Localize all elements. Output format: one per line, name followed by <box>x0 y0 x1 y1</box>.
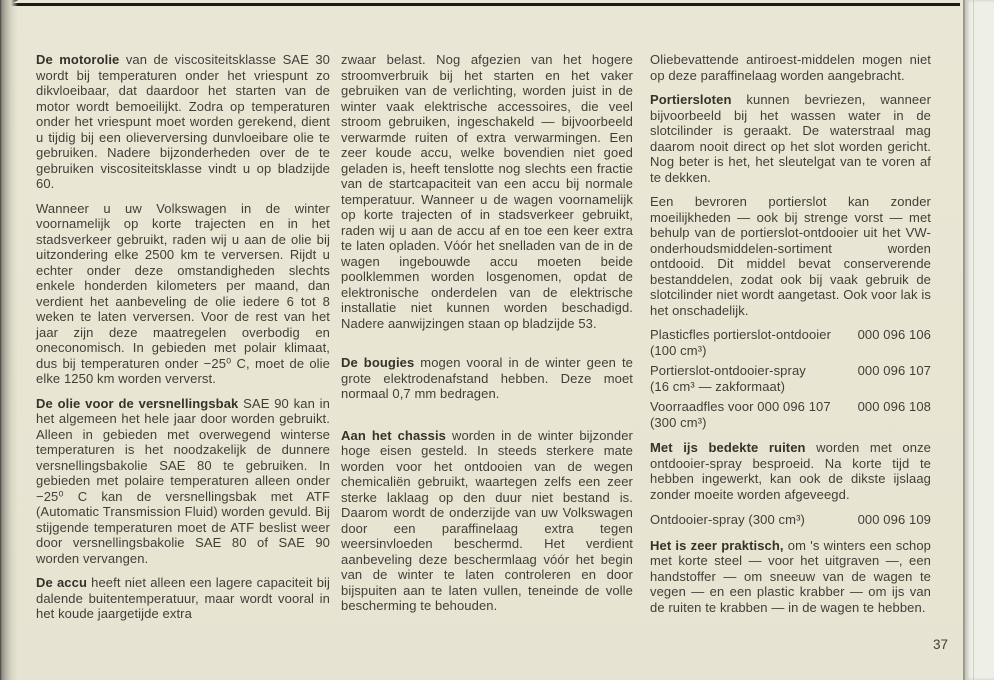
product-detail: (100 cm³) <box>650 342 707 358</box>
paragraph-motorolie <box>36 52 330 192</box>
paragraph-text: van de viscositeitsklasse SAE 30 wordt bij temperaturen onder het vriespunt zo dikvloeibaar, dat daardoor het starten van de motor wordt bemoeilijkt. Zodra op temperaturen onder het vriespunt moet worden gerekend, dient u tijdig bij een olieverversing dunvloeibare olie te gebruiken. Nadere bijzonderheden over de te gebruiken viscositeitsklasse vindt u op bladzijde 60. <box>36 52 330 191</box>
product-code: 000 096 109 <box>857 512 931 527</box>
paragraph-text: om 's winters een schop met korte steel — voor het uitgraven —, een handstoffer — om sneeuw van de wagen te vegen — en een plastic krabber — om ijs van de ruiten te krabben — in de wagen te hebben. <box>650 537 931 615</box>
product-code: 000 096 106 <box>857 327 931 342</box>
paragraph-text: SAE 90 kan in het algemeen het hele jaar door worden gebruikt. Alleen in gebieden met overwegend winterse temperaturen is het noodzakelijk de dunnere versnellingsbakolie SAE 80 te gebruiken. In gebieden met polaire temperaturen alleen onder −25⁰ C kan de versnellingsbak met ATF (Automatic Transmission Fluid) worden gevuld. Bij stijgende temperaturen moet de ATF beslist weer door versnellingsbakolie SAE 80 of SAE 90 worden vervangen. <box>36 395 330 566</box>
paragraph-antiroest <box>650 52 931 83</box>
product-item <box>650 327 931 358</box>
paragraph-text: worden met onze ontdooier-spray besproeid. Na korte tijd te hebben ingewerkt, kan ook de dikste ijslaag zonder moeite worden afgeveegd. <box>650 440 931 502</box>
paragraph-text: heeft niet alleen een lagere capaciteit bij dalende buitentemperatuur, maar wordt vooral in het koude jaargetijde extra <box>36 575 330 621</box>
text-column-1 <box>36 52 330 631</box>
paragraph-lead: Met ijs bedekte ruiten <box>650 440 806 455</box>
paragraph-accu <box>36 575 330 622</box>
paragraph-chassis <box>341 428 633 614</box>
product-detail: (300 cm³) <box>650 414 707 430</box>
product-name: Plasticfles portierslot-ontdooier <box>650 327 832 342</box>
paragraph-portiersloten <box>650 92 931 185</box>
paragraph-text: kunnen bevriezen, wanneer bijvoorbeeld bij het wassen water in de slotcilinder is geraakt. De waterstraal mag daarom nooit direct op het slot worden gericht. Nog beter is het, het sleutelgat van te voren af te dekken. <box>650 92 931 185</box>
paragraph-text: Oliebevattende antiroest-middelen mogen niet op deze paraffinelaag worden aangebracht. <box>650 52 931 83</box>
product-item <box>650 399 931 430</box>
paragraph-lead: De accu <box>36 575 87 590</box>
product-code: 000 096 107 <box>857 363 931 378</box>
paragraph-lead: Het is zeer praktisch, <box>650 537 784 553</box>
product-name: Ontdooier-spray (300 cm³) <box>650 512 805 527</box>
paragraph-lead: Portiersloten <box>650 92 732 107</box>
product-item <box>650 363 931 394</box>
paragraph-text: zwaar belast. Nog afgezien van het hogere stroomverbruik bij het starten en het vaker gebruiken van de verlichting, worden juist in de winter vaak elektrische accessoires, die veel stroom gebruiken, ingeschakeld — bijvoorbeeld verwarmde ruiten of extra verwarmingen. Een zeer koude accu, welke bovendien niet goed geladen is, heeft tenslotte nog slechts een fractie van de startcapaciteit van een accu bij normale temperatuur. Wanneer u de wagen voornamelijk op korte trajecten of in stadsverkeer gebruikt, raden wij u aan de accu af en toe een keer extra te laten opladen. Vóór het snelladen van de in de wagen ingebouwde accu moeten beide poolklemmen worden losgenomen, opdat de elektronische onderdelen van de elektrische installatie niet kunnen worden beschadigd. Nadere aanwijzingen staan op bladzijde 53. <box>341 52 633 331</box>
paragraph-lead: De bougies <box>341 355 415 370</box>
paragraph-bevroren-portierslot <box>650 194 931 318</box>
product-name: Voorraadfles voor 000 096 107 <box>650 399 831 414</box>
text-column-3 <box>650 52 931 624</box>
paragraph-lead: De olie voor de versnellingsbak <box>36 395 239 411</box>
paragraph-lead: Aan het chassis <box>341 427 446 443</box>
page-number: 37 <box>932 637 948 652</box>
paragraph-versnellingsbak-olie <box>36 396 330 567</box>
page-left-edge <box>0 0 18 680</box>
product-detail: (16 cm³ — zakformaat) <box>650 378 786 394</box>
paragraph-zeer-praktisch <box>650 538 931 616</box>
paragraph-text: mogen vooral in de winter geen te grote elektrodenafstand hebben. Deze moet normaal 0,7 mm bedragen. <box>341 355 633 401</box>
product-code: 000 096 108 <box>857 399 931 414</box>
paragraph-text: worden in de winter bijzonder hoge eisen gesteld. In steeds sterkere mate worden voor het ontdooien van de wegen chemicaliën gebruikt, waartegen zelfs een zeer sterke laklaag op den duur niet bestand is. Daarom wordt de onderzijde van uw Volkswagen door een paraffinelaag extra tegen weersinvloeden beschermd. Het verdient aanbeveling deze beschermlaag vóór het begin van de winter te laten controleren en door bijspuiten aan te laten vullen, teneinde de volle bescherming te behouden. <box>341 427 633 613</box>
text-column-2 <box>341 52 633 623</box>
paragraph-accu-vervolg <box>341 52 633 331</box>
paragraph-bougies <box>341 355 633 402</box>
product-item <box>650 512 931 528</box>
paragraph-winter-olieverversing <box>36 201 330 387</box>
paragraph-text: Wanneer u uw Volkswagen in de winter voornamelijk op korte trajecten en in het stadsverkeer gebruikt, raden wij u aan de olie bij uitzondering elke 2500 km te verversen. Rijdt u echter onder deze omstandigheden slechts enkele honderden kilometers per maand, dan verdient het aanbeveling de olie iedere 6 tot 8 weken te laten verversen. Voor de rest van het jaar zijn deze maatregelen overbodig en oneconomisch. In gebieden met polair klimaat, dus bij temperaturen onder −25⁰ C, moet de olie elke 1250 km worden ververst. <box>36 200 330 386</box>
paragraph-ijs-bedekte-ruiten <box>650 440 931 502</box>
next-page-edge-line <box>973 0 974 680</box>
page-right-edge <box>963 0 994 680</box>
product-name: Portierslot-ontdooier-spray <box>650 363 806 378</box>
paragraph-lead: De motorolie <box>36 52 120 67</box>
paragraph-text: Een bevroren portierslot kan zonder moeilijkheden — ook bij strenge vorst — met behulp van de portierslot-ontdooier uit het VW-onderhoudsmiddelen-sortiment worden ontdooid. Dit middel bevat conserverende bestanddelen, zodat ook bij vaak gebruik de slotcilinder niet wordt aangetast. Ook voor lak is het onschadelijk. <box>650 194 931 318</box>
page-top-edge <box>5 3 960 6</box>
